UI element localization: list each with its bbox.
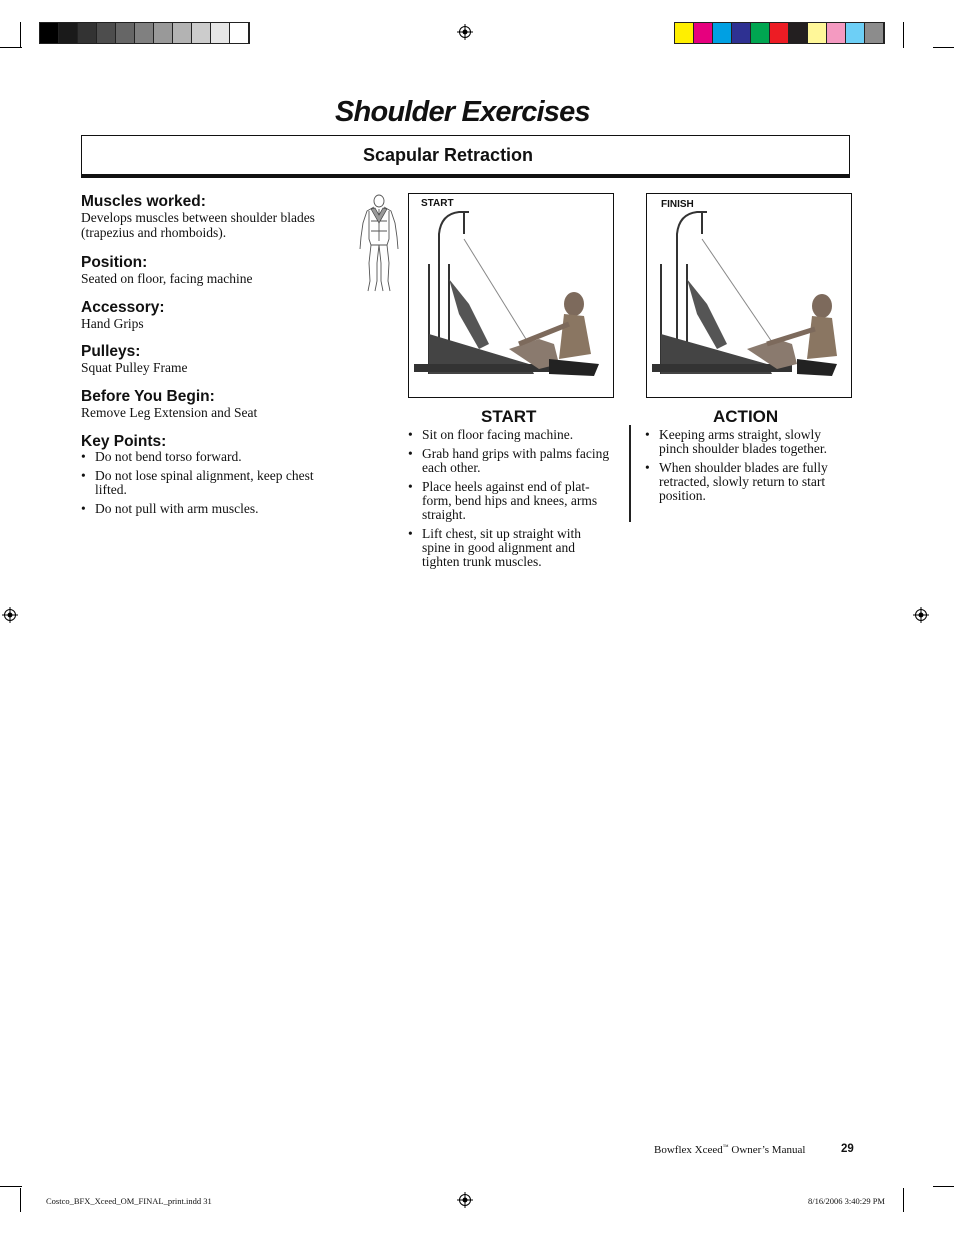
key-points-list <box>81 450 316 516</box>
slug-date: 8/16/2006 3:40:29 PM <box>808 1196 885 1206</box>
crop-mark <box>903 22 904 48</box>
crop-mark <box>0 47 22 48</box>
start-photo <box>408 193 614 398</box>
pulleys-section <box>81 343 321 375</box>
action-steps-list <box>645 428 845 508</box>
exercise-machine-start-image <box>409 194 613 397</box>
color-swatch <box>846 23 865 43</box>
registration-mark-icon <box>2 607 18 623</box>
before-you-begin-section <box>81 388 321 420</box>
finish-photo <box>646 193 852 398</box>
color-swatch <box>751 23 770 43</box>
page-title: Shoulder Exercises <box>335 96 590 128</box>
grayscale-swatch-bar <box>39 22 250 44</box>
section-heading: Position: <box>81 254 148 271</box>
list-item: • Do not pull with arm muscles. <box>81 502 316 516</box>
color-swatch <box>59 23 78 43</box>
color-swatch <box>713 23 732 43</box>
registration-mark-icon <box>913 607 929 623</box>
crop-mark <box>20 22 21 48</box>
photo-label: FINISH <box>661 199 694 210</box>
color-swatch <box>789 23 808 43</box>
list-item: • When shoulder blades are fully retracted, slowly return to start position. <box>645 461 845 503</box>
list-item: • Grab hand grips with palms facing each other. <box>408 447 612 475</box>
section-text: Seated on floor, facing machine <box>81 271 253 286</box>
muscles-worked-section <box>81 193 321 240</box>
list-item: • Sit on floor facing machine. <box>408 428 612 442</box>
color-swatch <box>770 23 789 43</box>
section-text: Remove Leg Extension and Seat <box>81 405 258 420</box>
column-divider <box>629 425 631 522</box>
page-number: 29 <box>841 1143 854 1155</box>
color-swatch <box>40 23 59 43</box>
position-section <box>81 254 321 286</box>
photo-label: START <box>421 198 454 209</box>
crop-mark <box>903 1188 904 1212</box>
action-heading: ACTION <box>713 407 779 426</box>
section-text: Develops muscles between shoulder blades (trapezius and rhomboids). <box>81 210 315 240</box>
color-swatch <box>78 23 97 43</box>
crop-mark <box>0 1186 22 1187</box>
section-heading: Before You Begin: <box>81 388 215 405</box>
section-heading: Accessory: <box>81 299 165 316</box>
list-item: • Do not lose spinal alignment, keep chest lifted. <box>81 469 316 497</box>
start-steps-list <box>408 428 612 574</box>
crop-mark <box>933 1186 954 1187</box>
manual-name: Bowflex Xceed™ Owner’s Manual <box>654 1144 806 1156</box>
slug-filename: Costco_BFX_Xceed_OM_FINAL_print.indd 31 <box>46 1196 212 1206</box>
registration-mark-icon <box>457 24 473 40</box>
color-swatch <box>808 23 827 43</box>
list-item: • Lift chest, sit up straight with spine in good alignment and tighten trunk muscles. <box>408 527 612 569</box>
exercise-machine-finish-image <box>647 194 851 397</box>
section-heading: Key Points: <box>81 433 167 450</box>
registration-mark-icon <box>457 1192 473 1208</box>
color-swatch-bar <box>674 22 885 44</box>
section-text: Squat Pulley Frame <box>81 360 188 375</box>
color-swatch <box>97 23 116 43</box>
color-swatch <box>675 23 694 43</box>
color-swatch <box>211 23 230 43</box>
key-points-section <box>81 433 316 521</box>
color-swatch <box>173 23 192 43</box>
list-item: • Keeping arms straight, slowly pinch shoulder blades together. <box>645 428 845 456</box>
section-text: Hand Grips <box>81 316 144 331</box>
anatomy-figure-icon <box>355 193 403 293</box>
crop-mark <box>933 47 954 48</box>
color-swatch <box>732 23 751 43</box>
section-heading: Pulleys: <box>81 343 141 360</box>
exercise-title: Scapular Retraction <box>363 145 534 165</box>
color-swatch <box>694 23 713 43</box>
color-swatch <box>154 23 173 43</box>
list-item: • Place heels against end of plat- form, bend hips and knees, arms straight. <box>408 480 612 522</box>
color-swatch <box>192 23 211 43</box>
accessory-section <box>81 299 321 331</box>
start-heading: START <box>481 407 537 426</box>
color-swatch <box>865 23 884 43</box>
crop-mark <box>20 1188 21 1212</box>
section-heading: Muscles worked: <box>81 193 206 210</box>
list-item: • Do not bend torso forward. <box>81 450 316 464</box>
color-swatch <box>116 23 135 43</box>
color-swatch <box>230 23 249 43</box>
color-swatch <box>827 23 846 43</box>
color-swatch <box>135 23 154 43</box>
